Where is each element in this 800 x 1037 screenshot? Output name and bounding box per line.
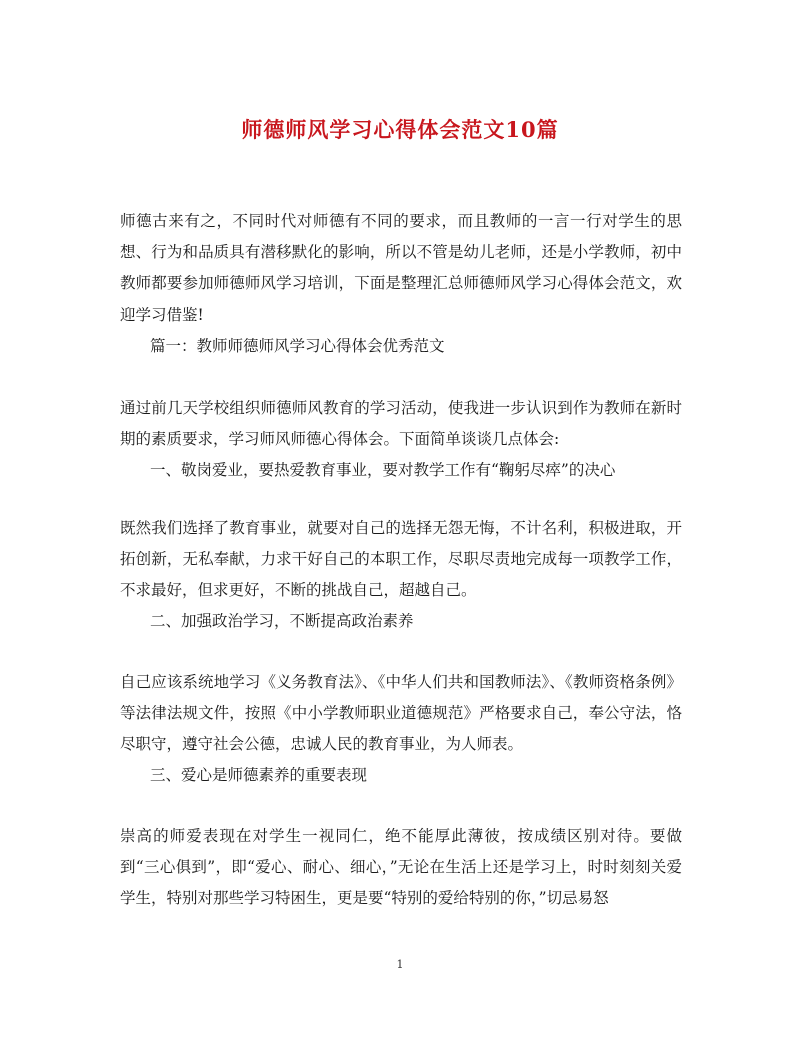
section-2-heading: 二、加强政治学习，不断提高政治素养 [150,612,414,630]
paragraph-1: 通过前几天学校组织师德师风教育的学习活动，使我进一步认识到作为教师在新时期的素质要求，学习师风师德心得体会。下面简单谈谈几点体会: [120,399,682,449]
article-heading: 篇一：教师师德师风学习心得体会优秀范文 [150,337,445,355]
paragraph-4: 崇高的师爱表现在对学生一视同仁，绝不能厚此薄彼，按成绩区别对待。要做到“三心俱到”，即“爱心、耐心、细心，”无论在生活上还是学习上，时时刻刻关爱学生，特别对那些学习特困生，更是要“特别的爱给特别的你，”切忌易怒 [120,827,682,908]
page-number: 1 [396,958,404,971]
paragraph-2: 既然我们选择了教育事业，就要对自己的选择无怨无悔，不计名利，积极进取，开拓创新，无私奉献，力求干好自己的本职工作，尽职尽责地完成每一项教学工作，不求最好，但求更好，不断的挑战自己，超越自己。 [120,519,682,600]
document-title: 师德师风学习心得体会范文10篇 [241,117,559,142]
section-3-heading: 三、爱心是师德素养的重要表现 [150,766,368,784]
section-1-heading: 一、敬岗爱业，要热爱教育事业，要对教学工作有“鞠躬尽瘁”的决心 [150,461,616,479]
paragraph-3: 自己应该系统地学习《义务教育法》、《中华人们共和国教师法》、《教师资格条例》等法律法规文件，按照《中小学教师职业道德规范》严格要求自己，奉公守法，恪尽职守，遵守社会公德，忠诚人民的教育事业，为人师表。 [120,673,682,754]
intro-paragraph: 师德古来有之，不同时代对师德有不同的要求，而且教师的一言一行对学生的思想、行为和品质具有潜移默化的影响，所以不管是幼儿老师，还是小学教师，初中教师都要参加师德师风学习培训，下面是整理汇总师德师风学习心得体会范文，欢迎学习借鉴! [120,212,682,324]
